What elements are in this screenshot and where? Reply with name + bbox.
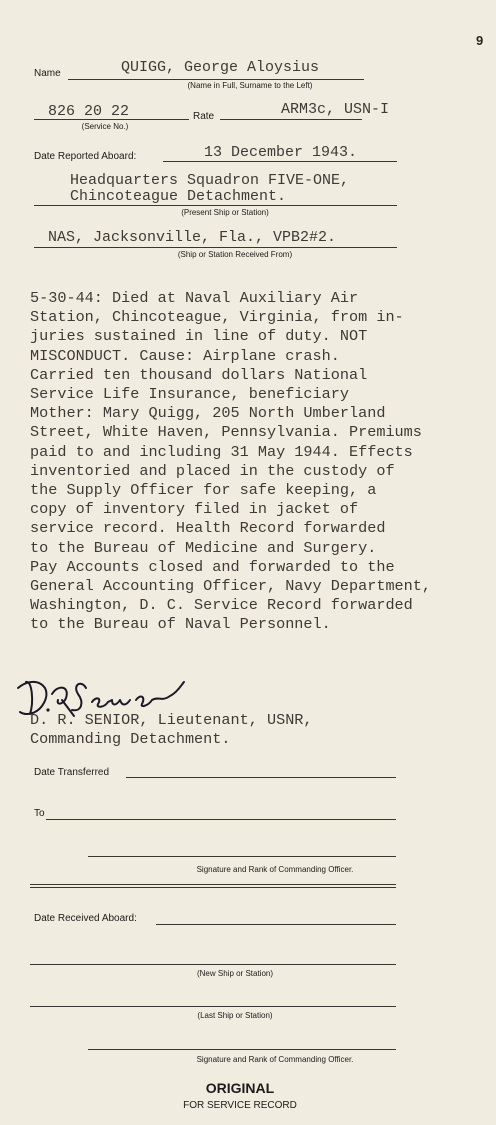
name-value: QUIGG, George Aloysius [121, 59, 320, 76]
to-underline [46, 819, 396, 820]
remarks-line: Carried ten thousand dollars National [30, 365, 368, 384]
service-no-value: 826 20 22 [48, 103, 130, 120]
name-label: Name [34, 68, 61, 79]
new-ship-line [30, 964, 396, 965]
remarks-line: Service Life Insurance, beneficiary [30, 385, 349, 404]
remarks-line: juries sustained in line of duty. NOT [30, 327, 368, 346]
service-no-underline [34, 119, 189, 120]
remarks-line: Pay Accounts closed and forwarded to the [30, 557, 395, 576]
present-ship-line2: Chincoteague Detachment. [70, 188, 287, 205]
last-ship-line [30, 1006, 396, 1007]
signer-name-line: D. R. SENIOR, Lieutenant, USNR, [30, 711, 313, 729]
received-signature-line [88, 1049, 396, 1050]
remarks-line: to the Bureau of Naval Personnel. [30, 615, 331, 634]
date-reported-value: 13 December 1943. [204, 144, 358, 161]
page-number: 9 [476, 33, 484, 48]
remarks-line: General Accounting Officer, Navy Department, [30, 577, 432, 596]
section-divider [30, 884, 396, 885]
remarks-line: Station, Chincoteague, Virginia, from in- [30, 308, 404, 327]
date-reported-underline [163, 161, 397, 162]
last-ship-caption: (Last Ship or Station) [197, 1011, 273, 1020]
received-from-underline [34, 247, 397, 248]
remarks-line: service record. Health Record forwarded [30, 519, 386, 538]
present-ship-caption: (Present Ship or Station) [181, 208, 269, 217]
footer-subtitle: FOR SERVICE RECORD [183, 1100, 297, 1111]
received-from-value: NAS, Jacksonville, Fla., VPB2#2. [48, 229, 337, 246]
remarks-block [30, 289, 431, 635]
date-reported-label: Date Reported Aboard: [34, 151, 137, 162]
remarks-line: Mother: Mary Quigg, 205 North Umberland [30, 404, 386, 423]
rate-label: Rate [193, 111, 215, 122]
section-divider [30, 887, 396, 888]
name-caption: (Name in Full, Surname to the Left) [187, 81, 313, 90]
rate-underline [220, 119, 362, 120]
date-received-label: Date Received Aboard: [34, 913, 137, 924]
name-underline [68, 79, 364, 80]
remarks-line: Street, White Haven, Pennsylvania. Premiums [30, 423, 422, 442]
remarks-line: the Supply Officer for safe keeping, a [30, 481, 377, 500]
date-received-underline [156, 924, 396, 925]
service-no-caption: (Service No.) [81, 122, 129, 131]
present-ship-line1: Headquarters Squadron FIVE-ONE, [70, 172, 350, 189]
remarks-line: paid to and including 31 May 1944. Effects [30, 442, 413, 461]
transfer-signature-caption: Signature and Rank of Commanding Officer. [196, 865, 354, 874]
remarks-line: inventoried and placed in the custody of [30, 461, 395, 480]
remarks-line: 5-30-44: Died at Naval Auxiliary Air [30, 289, 359, 307]
footer-title: ORIGINAL [205, 1080, 275, 1096]
date-transferred-underline [126, 777, 396, 778]
rate-value: ARM3c, USN-I [281, 101, 390, 118]
present-ship-underline [34, 205, 397, 206]
to-label: To [34, 808, 45, 819]
remarks-line: Washington, D. C. Service Record forwarded [30, 596, 413, 615]
remarks-line: copy of inventory filed in jacket of [30, 500, 359, 519]
signer-title-line: Commanding Detachment. [30, 730, 231, 748]
remarks-line: to the Bureau of Medicine and Surgery. [30, 538, 377, 557]
received-from-caption: (Ship or Station Received From) [177, 250, 293, 259]
new-ship-caption: (New Ship or Station) [196, 969, 274, 978]
remarks-line: MISCONDUCT. Cause: Airplane crash. [30, 346, 340, 365]
transfer-signature-line [88, 856, 396, 857]
received-signature-caption: Signature and Rank of Commanding Officer. [196, 1055, 354, 1064]
date-transferred-label: Date Transferred [34, 767, 110, 778]
